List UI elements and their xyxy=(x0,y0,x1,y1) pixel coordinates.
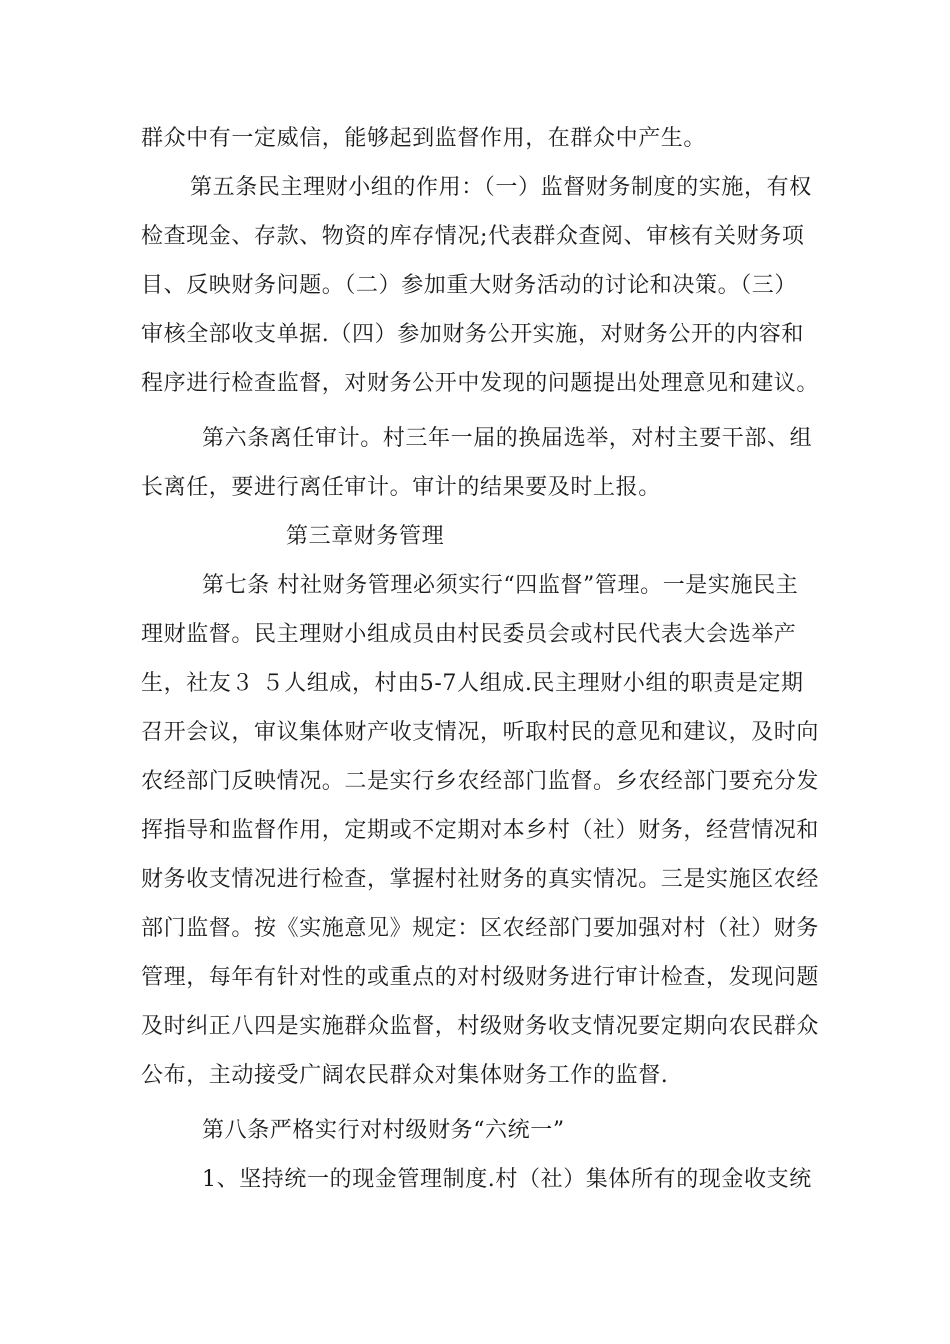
article-7-line-11: 公布，主动接受广阔农民群众对集体财务工作的监督. xyxy=(141,1063,669,1088)
article-5-line-3: 目、反映财务问题。（二）参加重大财务活动的讨论和决策。（三） xyxy=(141,273,798,298)
text-line-1: 群众中有一定威信，能够起到监督作用，在群众中产生。 xyxy=(141,126,707,151)
article-8-item-1: 1、坚持统一的现金管理制度.村（社）集体所有的现金收支统 xyxy=(202,1167,812,1192)
article-7-line-1: 第七条 村社财务管理必须实行“四监督”管理。一是实施民主 xyxy=(202,573,799,598)
article-7-line-8: 部门监督。按《实施意见》规定：区农经部门要加强对村（社）财务 xyxy=(141,916,820,941)
article-7-line-3: 生，社友３ ５人组成，村由5-7人组成.民主理财小组的职责是定期 xyxy=(141,671,804,696)
article-8-heading: 第八条严格实行对村级财务“六统一” xyxy=(202,1118,565,1143)
article-5-line-1: 第五条民主理财小组的作用：（一）监督财务制度的实施，有权 xyxy=(190,175,812,200)
article-6-line-1: 第六条离任审计。村三年一届的换届选举，对村主要干部、组 xyxy=(202,426,813,451)
article-7-line-9: 管理，每年有针对性的或重点的对村级财务进行审计检查，发现问题 xyxy=(141,965,820,990)
article-7-line-10: 及时纠正八四是实施群众监督，村级财务收支情况要定期向农民群众 xyxy=(141,1014,820,1039)
chapter-heading: 第三章财务管理 xyxy=(286,524,445,549)
article-7-line-6: 挥指导和监督作用，定期或不定期对本乡村（社）财务，经营情况和 xyxy=(141,818,820,843)
article-7-line-5: 农经部门反映情况。二是实行乡农经部门监督。乡农经部门要充分发 xyxy=(141,769,820,794)
article-7-line-4: 召开会议，审议集体财产收支情况，听取村民的意见和建议，及时向 xyxy=(141,720,820,745)
article-5-line-2: 检查现金、存款、物资的库存情况;代表群众查阅、审核有关财务项 xyxy=(141,224,805,249)
article-5-line-5: 程序进行检查监督，对财务公开中发现的问题提出处理意见和建议。 xyxy=(141,371,820,396)
article-7-line-2: 理财监督。民主理财小组成员由村民委员会或村民代表大会选举产 xyxy=(141,622,797,647)
article-5-line-4: 审核全部收支单据.（四）参加财务公开实施，对财务公开的内容和 xyxy=(141,322,804,347)
article-6-line-2: 长离任，要进行离任审计。审计的结果要及时上报。 xyxy=(141,475,661,500)
article-7-line-7: 财务收支情况进行检查，掌握村社财务的真实情况。三是实施区农经 xyxy=(141,867,820,892)
